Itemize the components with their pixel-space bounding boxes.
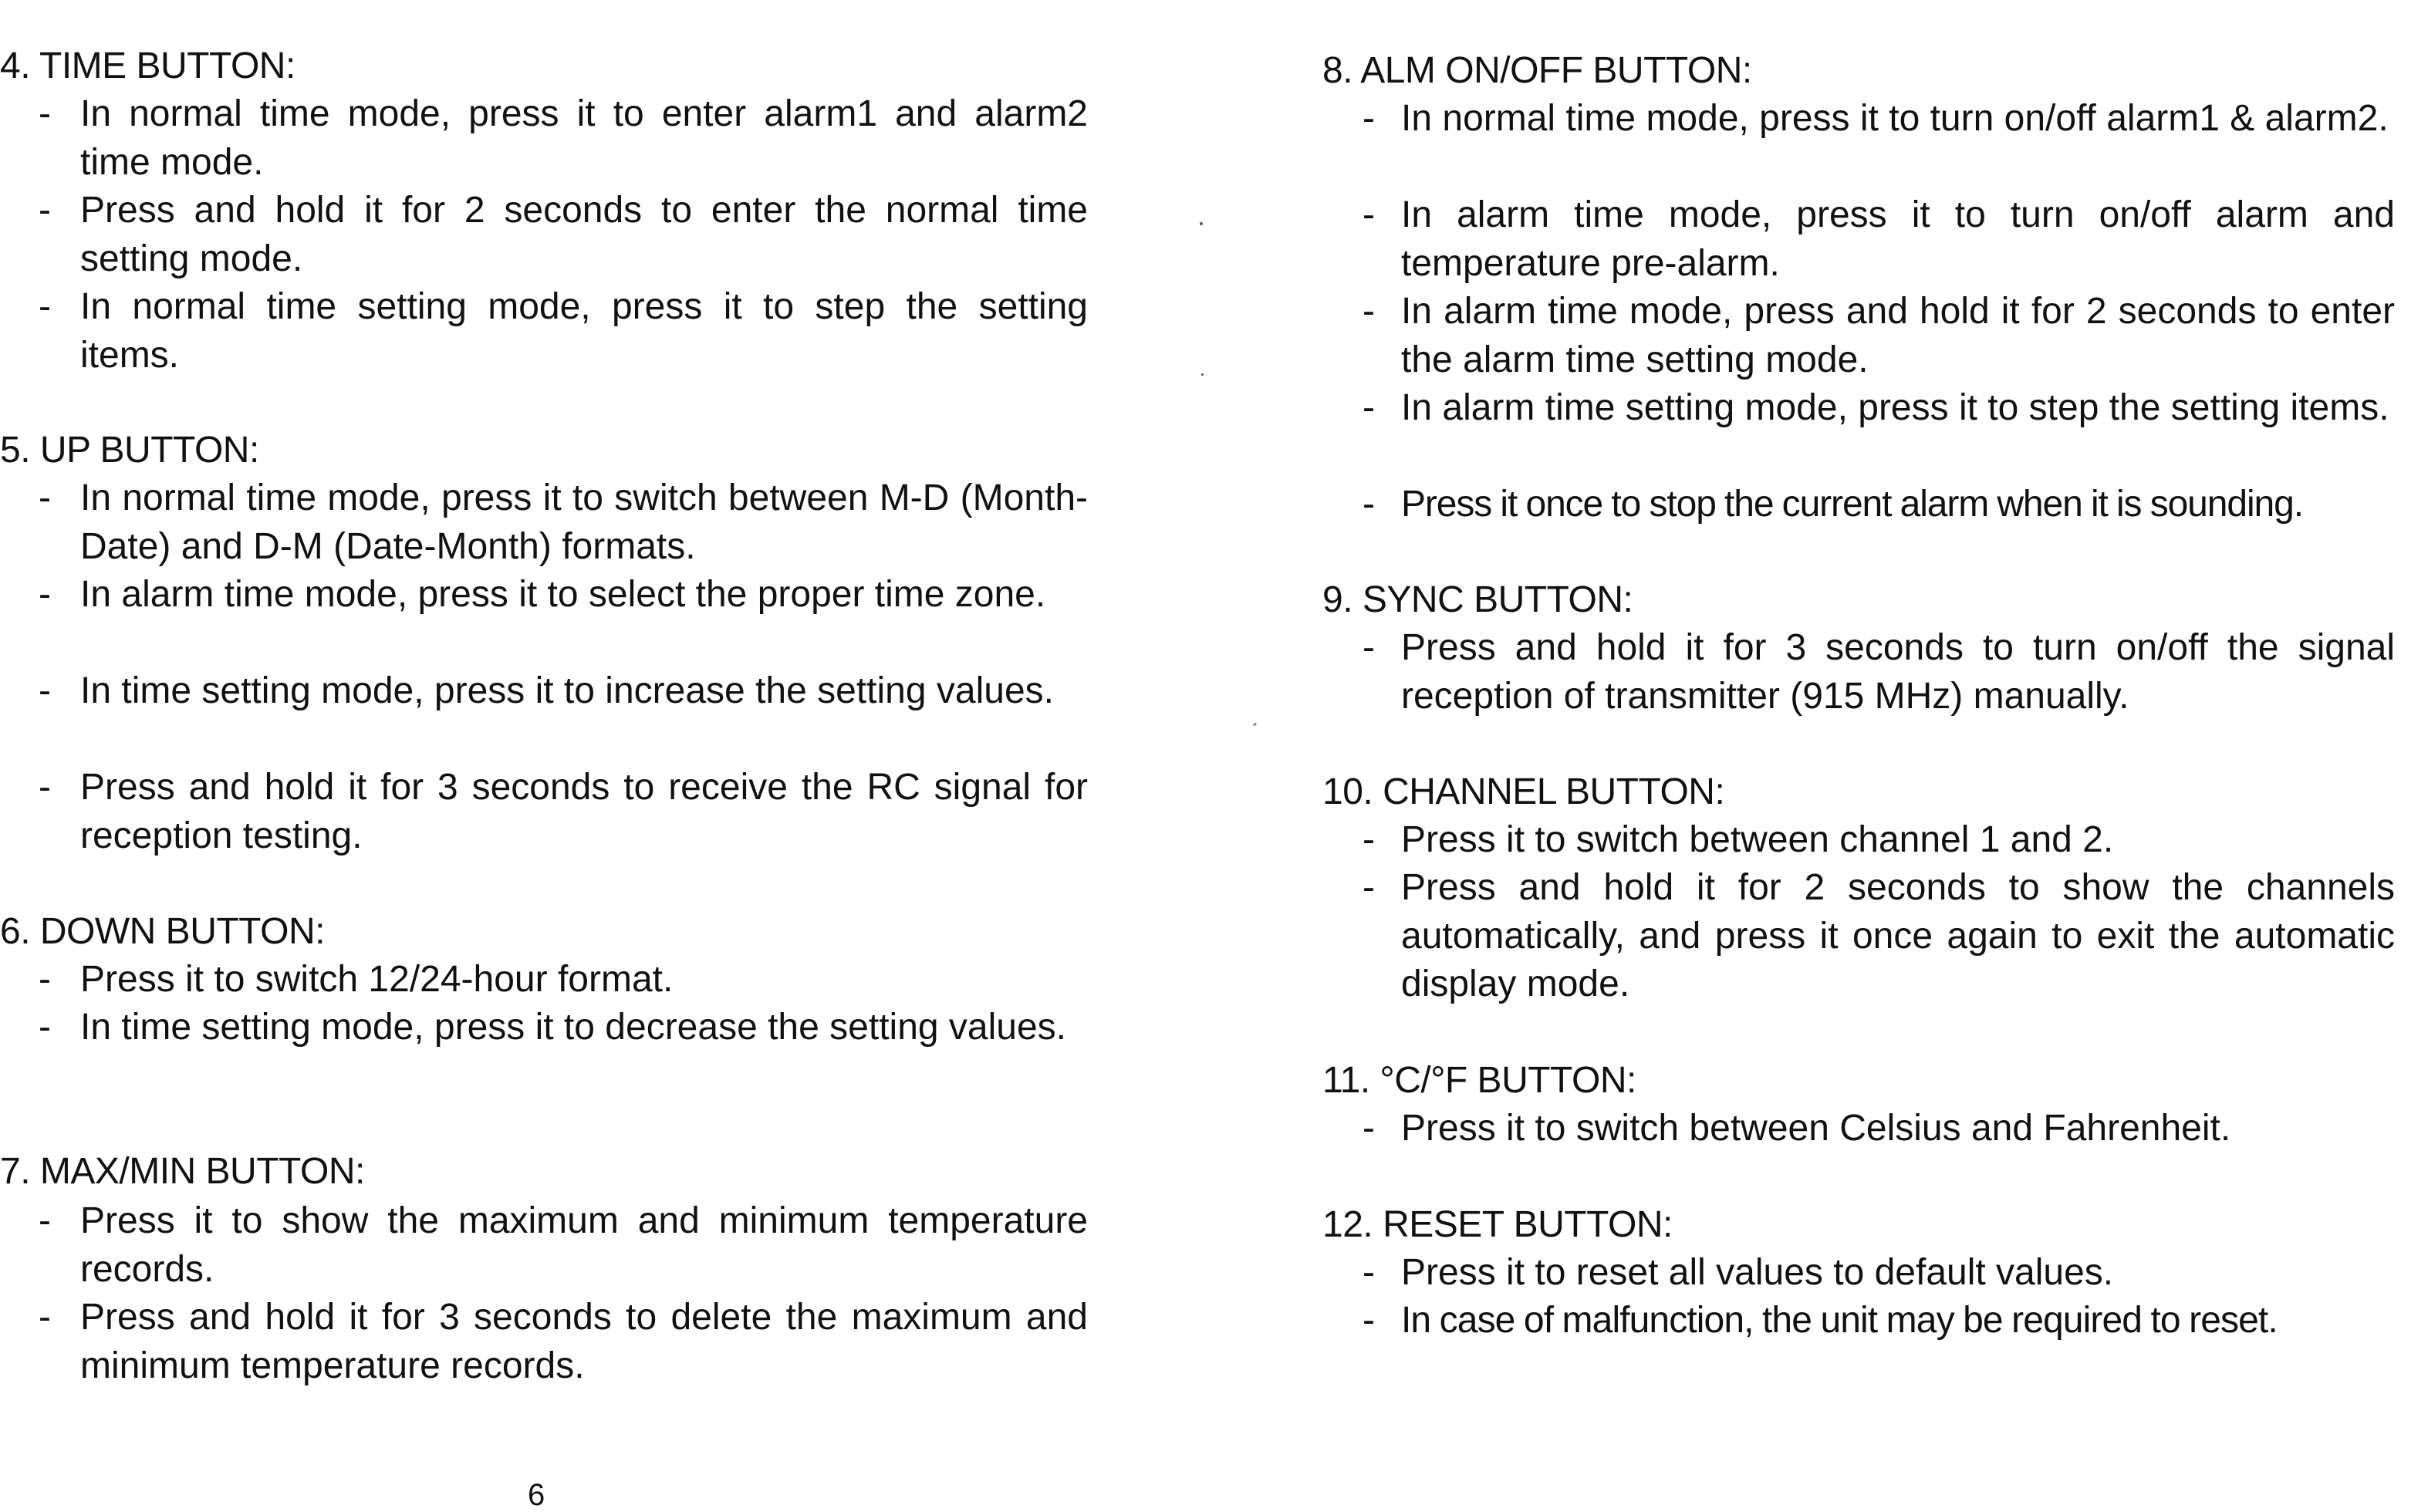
section-heading: 11. °C/°F BUTTON:: [1322, 1060, 1636, 1101]
scan-speck: [1201, 373, 1204, 376]
scan-speck: [1253, 723, 1257, 727]
item-text: Press and hold it for 3 seconds to turn on/off the signal reception of transmitter (915 MHz) manually.: [1401, 627, 2395, 717]
item-text: Press it to show the maximum and minimum temperature records.: [80, 1200, 1088, 1290]
bullet-dash: -: [1363, 387, 1375, 428]
bullet-dash: -: [1363, 194, 1375, 235]
item-text: In case of malfunction, the unit may be required to reset.: [1401, 1300, 2278, 1341]
bullet-dash: -: [39, 959, 51, 1000]
bullet-dash: -: [39, 767, 51, 808]
bullet-dash: -: [1363, 98, 1375, 139]
item-text: In alarm time mode, press and hold it for 2 seconds to enter the alarm time setting mode.: [1401, 291, 2395, 380]
item-text: In normal time mode, press it to turn on/off alarm1 & alarm2.: [1401, 98, 2389, 139]
item-text: Press it to switch 12/24-hour format.: [80, 959, 674, 1000]
bullet-dash: -: [39, 574, 51, 615]
item-text: In normal time mode, press it to switch between M-D (Month-Date) and D-M (Date-Month) formats.: [80, 478, 1088, 567]
scan-speck: [1200, 222, 1203, 225]
bullet-dash: -: [39, 670, 51, 711]
item-text: Press and hold it for 2 seconds to enter the normal time setting mode.: [80, 190, 1088, 279]
item-text: In time setting mode, press it to decrease the setting values.: [80, 1007, 1066, 1048]
section-heading: 4. TIME BUTTON:: [0, 46, 295, 86]
item-text: In alarm time mode, press it to turn on/off alarm and temperature pre-alarm.: [1401, 194, 2395, 284]
bullet-dash: -: [39, 1200, 51, 1241]
bullet-dash: -: [39, 190, 51, 231]
bullet-dash: -: [1363, 867, 1375, 908]
item-text: In normal time setting mode, press it to step the setting items.: [80, 286, 1088, 376]
section-heading: 9. SYNC BUTTON:: [1322, 579, 1633, 620]
item-text: In alarm time setting mode, press it to step the setting items.: [1401, 387, 2389, 428]
section-heading: 5. UP BUTTON:: [0, 430, 259, 471]
item-text: Press it to switch between Celsius and Fahrenheit.: [1401, 1108, 2231, 1149]
item-text: In time setting mode, press it to increase the setting values.: [80, 670, 1054, 711]
item-text: Press it to switch between channel 1 and 2.: [1401, 819, 2114, 860]
item-text: In alarm time mode, press it to select the proper time zone.: [80, 574, 1046, 615]
section-heading: 7. MAX/MIN BUTTON:: [0, 1151, 365, 1192]
bullet-dash: -: [39, 286, 51, 327]
bullet-dash: -: [39, 1297, 51, 1338]
bullet-dash: -: [39, 478, 51, 518]
item-text: In normal time mode, press it to enter alarm1 and alarm2 time mode.: [80, 93, 1088, 183]
bullet-dash: -: [1363, 1252, 1375, 1293]
bullet-dash: -: [1363, 627, 1375, 668]
item-text: Press it once to stop the current alarm when it is sounding.: [1401, 484, 2303, 525]
item-text: Press and hold it for 2 seconds to show the channels automatically, and press it once again to exit the automatic display mode.: [1401, 867, 2395, 1004]
item-text: Press it to reset all values to default values.: [1401, 1252, 2114, 1293]
bullet-dash: -: [39, 1007, 51, 1048]
item-text: Press and hold it for 3 seconds to receive the RC signal for reception testing.: [80, 767, 1088, 856]
section-heading: 8. ALM ON/OFF BUTTON:: [1322, 50, 1752, 91]
bullet-dash: -: [39, 93, 51, 134]
bullet-dash: -: [1363, 291, 1375, 332]
bullet-dash: -: [1363, 1300, 1375, 1341]
section-heading: 6. DOWN BUTTON:: [0, 911, 325, 952]
bullet-dash: -: [1363, 1108, 1375, 1149]
item-text: Press and hold it for 3 seconds to delete the maximum and minimum temperature records.: [80, 1297, 1088, 1386]
bullet-dash: -: [1363, 484, 1375, 525]
bullet-dash: -: [1363, 819, 1375, 860]
section-heading: 10. CHANNEL BUTTON:: [1322, 771, 1725, 812]
page-number: 6: [528, 1478, 545, 1512]
section-heading: 12. RESET BUTTON:: [1322, 1204, 1673, 1245]
